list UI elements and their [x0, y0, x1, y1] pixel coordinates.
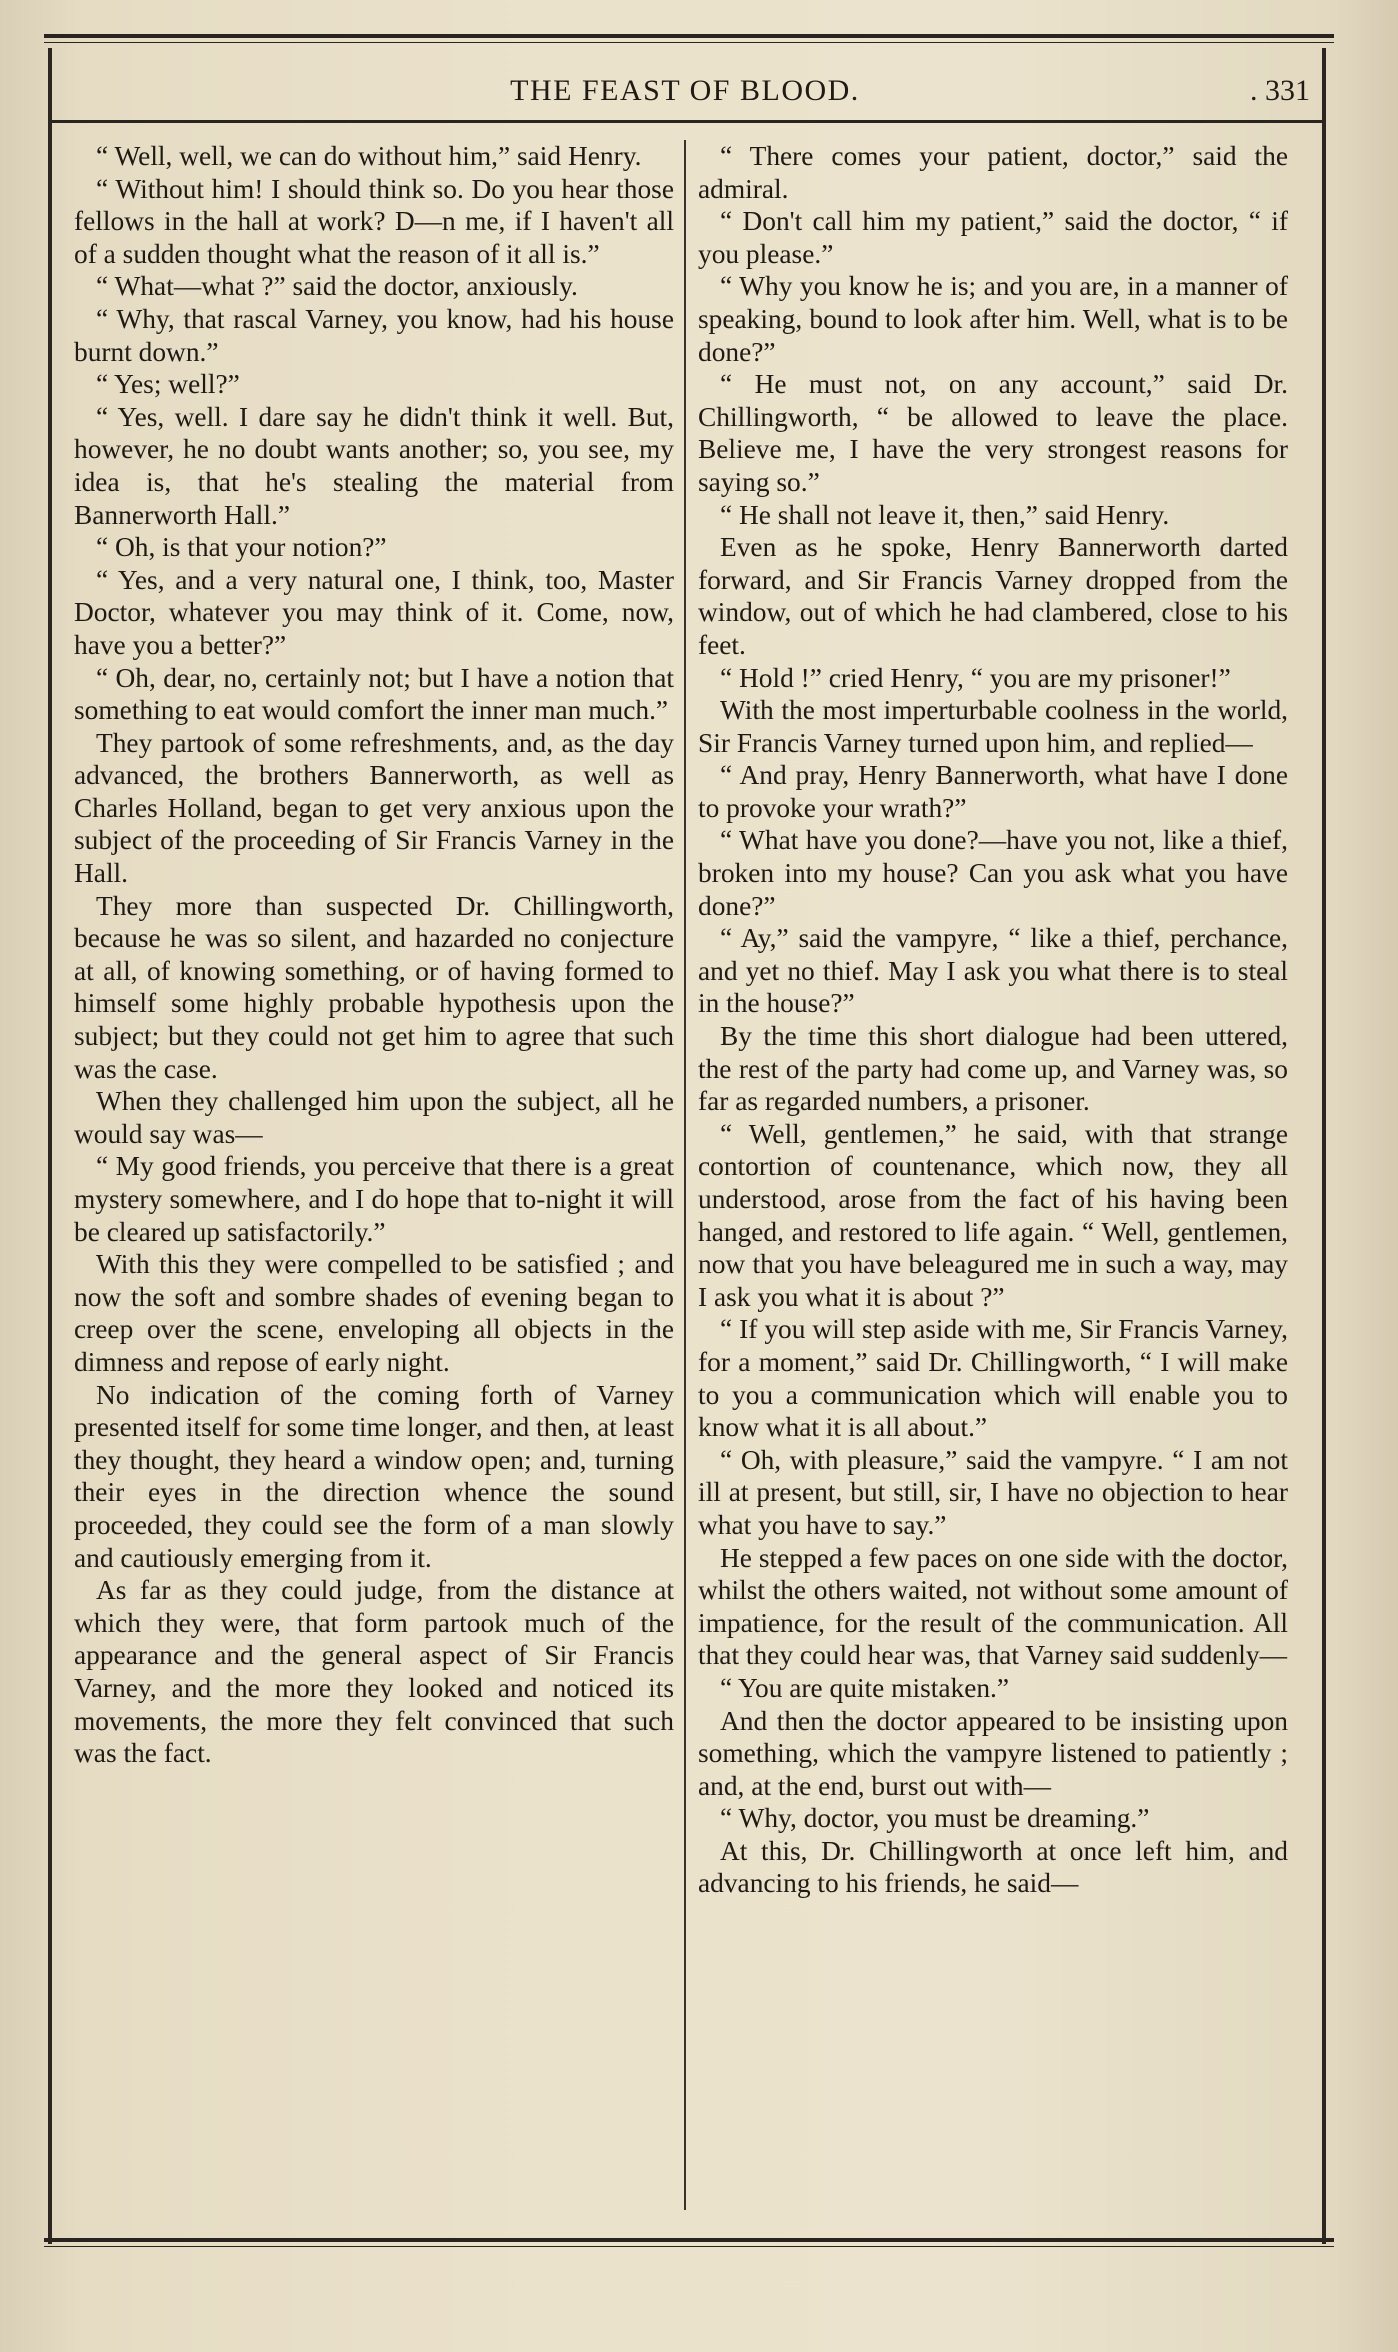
paragraph: “ There comes your patient, doctor,” said the admiral.: [698, 141, 1288, 204]
paragraph: “ If you will step aside with me, Sir Francis Varney, for a moment,” said Dr. Chillingworth, “ I will make to you a communication which will enable you to know what it is all about.”: [698, 1314, 1288, 1443]
paragraph: No indication of the coming forth of Varney presented itself for some time longer, and then, at least they thought, they heard a window open; and, turning their eyes in the direction whence the sound proceeded, they could see the form of a man slowly and cautiously emerging from it.: [74, 1379, 674, 1573]
paragraph: And then the doctor appeared to be insisting upon something, which the vampyre listened to patiently ; and, at the end, burst out with—: [698, 1705, 1288, 1801]
left-frame-rule: [48, 48, 52, 2244]
top-border-rule-thin: [44, 42, 1334, 43]
column-separator: [684, 140, 686, 2210]
paragraph: “ He shall not leave it, then,” said Henry.: [720, 499, 1170, 530]
paragraph: “ You are quite mistaken.”: [720, 1672, 1010, 1703]
paragraph: “ Oh, is that your notion?”: [96, 532, 387, 563]
paragraph: “ What—what ?” said the doctor, anxiously.: [96, 271, 578, 302]
paragraph: “ Oh, dear, no, certainly not; but I have a notion that something to eat would comfort the inner man much.”: [74, 662, 674, 726]
paragraph: “ Well, gentlemen,” he said, with that strange contortion of countenance, which now, they all understood, arose from the fact of his having been hanged, and restored to life again. “ Well, gentlemen, now that you have beleagured me in such a way, may I ask you what it is about ?”: [698, 1118, 1288, 1312]
paragraph: When they challenged him upon the subject, all he would say was—: [74, 1086, 674, 1149]
page-number: . 331: [1250, 74, 1310, 107]
running-header: [50, 68, 1320, 118]
bottom-rule-thin: [44, 2246, 1334, 2247]
paragraph: “ And pray, Henry Bannerworth, what have I done to provoke your wrath?”: [698, 760, 1288, 823]
paragraph: He stepped a few paces on one side with the doctor, whilst the others waited, not without some amount of impatience, for the result of the communication. All that they could hear was, that Varney said suddenly—: [698, 1542, 1288, 1671]
paragraph: They more than suspected Dr. Chillingworth, because he was so silent, and hazarded no conjecture at all, of knowing something, or of having formed to himself some highly probable hypothesis upon the subject; but they could not get him to agree that such was the case.: [74, 890, 674, 1084]
header-rule: [52, 120, 1322, 123]
paragraph: “ Without him! I should think so. Do you hear those fellows in the hall at work? D—n me, if I haven't all of a sudden thought what the reason of it all is.”: [74, 173, 674, 269]
paragraph: “ Hold !” cried Henry, “ you are my prisoner!”: [720, 662, 1231, 693]
paragraph: “ Ay,” said the vampyre, “ like a thief, perchance, and yet no thief. May I ask you what there is to steal in the house?”: [698, 923, 1288, 1019]
top-border-rule: [44, 34, 1334, 38]
paragraph: “ Yes; well?”: [96, 369, 240, 400]
paragraph: By the time this short dialogue had been uttered, the rest of the party had come up, and Varney was, so far as regarded numbers, a prisoner.: [698, 1021, 1288, 1117]
paragraph: “ My good friends, you perceive that there is a great mystery somewhere, and I do hope that to-night it will be cleared up satisfactorily.”: [74, 1151, 674, 1247]
left-text-column: [74, 140, 674, 1770]
paragraph: At this, Dr. Chillingworth at once left him, and advancing to his friends, he said—: [698, 1835, 1288, 1899]
paragraph: “ Why you know he is; and you are, in a manner of speaking, bound to look after him. Well, what is to be done?”: [698, 271, 1288, 367]
paragraph: “ Well, well, we can do without him,” said Henry.: [96, 141, 642, 171]
page-title: THE FEAST OF BLOOD.: [510, 74, 860, 107]
paragraph: They partook of some refreshments, and, as the day advanced, the brothers Bannerworth, as well as Charles Holland, began to get very anxious upon the subject of the proceeding of Sir Francis Varney in the Hall.: [74, 727, 674, 889]
paragraph: “ What have you done?—have you not, like a thief, broken into my house? Can you ask what you have done?”: [698, 825, 1288, 921]
paragraph: With the most imperturbable coolness in the world, Sir Francis Varney turned upon him, and replied—: [698, 695, 1288, 758]
right-text-column: [698, 140, 1288, 1900]
paragraph: “ Don't call him my patient,” said the doctor, “ if you please.”: [698, 206, 1288, 269]
right-frame-rule: [1322, 48, 1326, 2244]
paragraph: “ Yes, well. I dare say he didn't think it well. But, however, he no doubt wants another; so, you see, my idea is, that he's stealing the material from Bannerworth Hall.”: [74, 401, 674, 530]
bottom-rule: [44, 2238, 1334, 2242]
paragraph: “ Why, that rascal Varney, you know, had his house burnt down.”: [74, 303, 674, 367]
paragraph: “ Oh, with pleasure,” said the vampyre. “ I am not ill at present, but still, sir, I have no objection to hear what you have to say.”: [698, 1444, 1288, 1540]
paragraph: With this they were compelled to be satisfied ; and now the soft and sombre shades of evening began to creep over the scene, enveloping all objects in the dimness and repose of early night.: [74, 1249, 674, 1377]
paragraph: “ He must not, on any account,” said Dr. Chillingworth, “ be allowed to leave the place. Believe me, I have the very strongest reasons for saying so.”: [698, 369, 1288, 497]
paragraph: As far as they could judge, from the distance at which they were, that form partook much of the appearance and the general aspect of Sir Francis Varney, and the more they looked and noticed its movements, the more they felt convinced that such was the fact.: [74, 1575, 674, 1769]
paragraph: “ Why, doctor, you must be dreaming.”: [720, 1803, 1150, 1834]
paragraph: Even as he spoke, Henry Bannerworth darted forward, and Sir Francis Varney dropped from the window, out of which he had clambered, close to his feet.: [698, 532, 1288, 660]
paragraph: “ Yes, and a very natural one, I think, too, Master Doctor, whatever you may think of it. Come, now, have you a better?”: [74, 564, 674, 660]
